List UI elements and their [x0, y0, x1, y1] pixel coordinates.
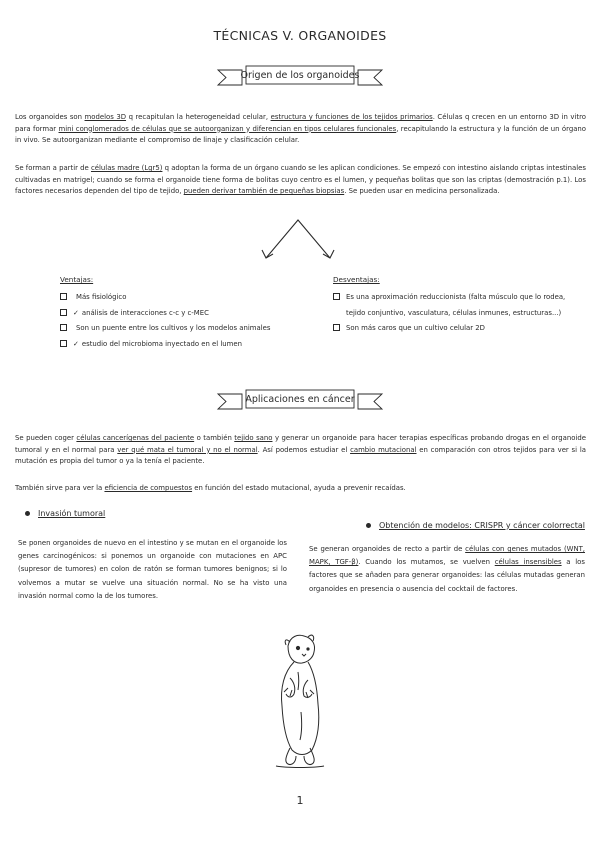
- page-number: 1: [296, 794, 304, 807]
- underlined-text: pueden derivar también de pequeñas biopsias: [183, 187, 345, 196]
- underlined-text: células cancerígenas del paciente: [76, 434, 195, 442]
- check-mark-icon: ✓: [73, 339, 79, 348]
- ventajas-list: [60, 290, 300, 352]
- text-segment: . Así podemos estudiar el: [257, 445, 351, 454]
- intro-paragraph-1: [15, 112, 586, 147]
- underlined-text: eficiencia de compuestos: [104, 484, 193, 492]
- text-segment: . Cuando los mutamos, se vuelven: [358, 558, 495, 567]
- obtencion-heading: Obtención de modelos: CRISPR y cáncer colorrectal: [366, 521, 585, 530]
- checkbox-icon: [60, 309, 67, 316]
- underlined-text: cambio mutacional: [350, 445, 417, 454]
- text-segment: q recapitulan la heterogeneidad celular,: [126, 113, 271, 121]
- bullet-icon: [25, 511, 30, 516]
- underlined-text: modelos 3D: [84, 113, 127, 121]
- underlined-text: células con genes mutados (WNT, MAPK, TGF-β): [309, 545, 585, 567]
- text-segment: o también: [194, 434, 235, 442]
- bullet-icon: [366, 523, 371, 528]
- section-banner-origen: [216, 63, 384, 89]
- text-segment: , recapitulando la estructura y la función de un órgano in vivo. Se autoorganizan mediante el compromiso de linaje y clasificación celular.: [15, 124, 587, 145]
- underlined-text: estructura y funciones de los tejidos primarios: [270, 113, 433, 121]
- list-item: Más fisiológico: [60, 290, 300, 306]
- desventajas-list: [333, 290, 573, 337]
- checkbox-icon: [60, 340, 67, 347]
- list-item: Son un puente entre los cultivos y los modelos animales: [60, 321, 300, 337]
- text-segment: . Se pueden usar en medicina personalizada.: [344, 187, 500, 196]
- underlined-text: tejido sano: [234, 434, 273, 442]
- underlined-text: mini conglomerados de células que se autoorganizan y diferencian en tipos celulares funcionales: [58, 124, 397, 133]
- hamster-illustration-icon: [268, 632, 332, 772]
- invasion-heading: Invasión tumoral: [25, 509, 105, 518]
- apps-paragraph-2: [15, 483, 586, 495]
- section-banner-aplicaciones: [216, 387, 384, 413]
- text-segment: . Células q crecen en un entorno 3D in vitro para formar: [15, 113, 586, 133]
- intro-paragraph-2: [15, 163, 586, 198]
- banner-text: Origen de los organoides: [240, 70, 360, 81]
- obtencion-text: [309, 543, 585, 596]
- ventajas-section: [60, 275, 300, 352]
- list-item: ✓ estudio del microbioma inyectado en el lumen: [60, 337, 300, 353]
- text-segment: q adoptan la forma de un órgano cuando se les aplican condiciones. Se empezó con intestino aislando criptas intestinales cultivadas en matrigel; cuando se forma el organoide tiene forma de bolitas cuyo centro es el lumen, y pequeñas bolitas que son las criptas (demostración p.1). Los factores necesarios dependen del tipo de tejido,: [15, 164, 586, 196]
- text-segment: Se pueden coger: [15, 434, 77, 442]
- text-segment: en función del estado mutacional, ayuda a prevenir recaídas.: [192, 484, 406, 492]
- text-segment: Los organoides son: [15, 113, 85, 121]
- checkbox-icon: [333, 324, 340, 331]
- fork-arrow-icon: [258, 214, 338, 262]
- banner-text: Aplicaciones en cáncer: [245, 394, 355, 405]
- text-segment: y generar un organoide para hacer terapias específicas probando drogas en el organoide tumoral y en el normal para: [15, 434, 586, 454]
- list-item: Son más caros que un cultivo celular 2D: [333, 321, 573, 337]
- desventajas-heading: Desventajas:: [333, 275, 380, 284]
- page-title: TÉCNICAS V. ORGANOIDES: [213, 28, 387, 43]
- check-mark-icon: ✓: [73, 308, 79, 317]
- checkbox-icon: [333, 293, 340, 300]
- text-segment: Se forman a partir de: [15, 164, 91, 172]
- list-item: ✓ análisis de interacciones c-c y c-MEC: [60, 306, 300, 322]
- text-segment: También sirve para ver la: [15, 484, 105, 492]
- text-segment: a los factores que se añaden para generar organoides: las células mutadas generan organoides en presencia o ausencia del cocktail de factores.: [309, 558, 585, 593]
- underlined-text: células madre (Lgr5): [90, 164, 163, 172]
- text-segment: en comparación con otros tejidos para ver si la mutación es propia del tumor o ya la tenía el paciente.: [15, 445, 586, 466]
- invasion-text: Se ponen organoides de nuevo en el intestino y se mutan en el organoide los genes carcinogénicos: si ponemos un organoide con mutaciones en APC (supresor de tumores) en colon de ratón se forman tumores benignos; si lo volvemos a mutar se vuelve una situación normal. No se ha visto una invasión normal como la de los tumores.: [18, 539, 287, 600]
- checkbox-icon: [60, 293, 67, 300]
- underlined-text: células insensibles: [494, 558, 562, 567]
- list-item: Es una aproximación reduccionista (falta músculo que lo rodea, tejido conjuntivo, vasculatura, células inmunes, estructuras...): [333, 290, 573, 321]
- text-segment: Se generan organoides de recto a partir de: [309, 545, 466, 553]
- checkbox-icon: [60, 324, 67, 331]
- ventajas-heading: Ventajas:: [60, 275, 94, 284]
- apps-paragraph-1: [15, 433, 586, 468]
- desventajas-section: [333, 275, 573, 337]
- underlined-text: ver qué mata el tumoral y no el normal: [117, 445, 258, 454]
